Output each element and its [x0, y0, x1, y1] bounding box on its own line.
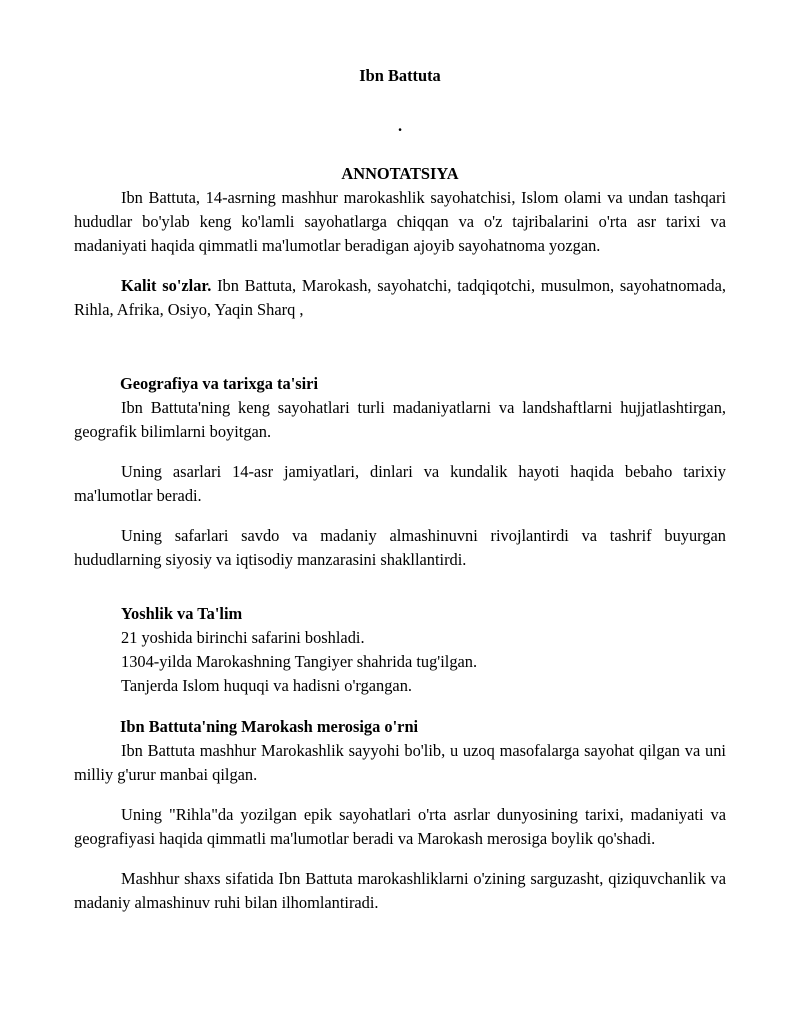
section-heading-heritage: Ibn Battuta'ning Marokash merosiga o'rni [120, 717, 419, 736]
section-heading-youth: Yoshlik va Ta'lim [121, 604, 243, 623]
annotation-paragraph: Ibn Battuta, 14-asrning mashhur marokashlik sayohatchisi, Islom olami va undan tashqari hududlar bo'ylab keng ko'lamli sayohatlarga chiqqan va o'z tajribalarini o'rta asr tarixi va madaniyati haqida qimmatli ma'lumotlar beradigan ajoyib sayohatnoma yozgan. [74, 188, 726, 255]
section-heading-geography: Geografiya va tarixga ta'siri [120, 374, 319, 393]
section-paragraph: Uning asarlari 14-asr jamiyatlari, dinlari va kundalik hayoti haqida bebaho tarixiy ma'lumotlar beradi. [74, 462, 726, 505]
section-paragraph: Uning "Rihla"da yozilgan epik sayohatlari o'rta asrlar dunyosining tarixi, madaniyati va geografiyasi haqida qimmatli ma'lumotlar beradi va Marokash merosiga boylik qo'shadi. [74, 805, 726, 848]
document-title: Ibn Battuta [359, 66, 441, 85]
keywords-paragraph [74, 274, 726, 322]
title-dot: . [397, 116, 403, 135]
youth-line: 21 yoshida birinchi safarini boshladi. [121, 628, 365, 647]
keywords-label: Kalit so'zlar. [121, 276, 212, 295]
section-paragraph: Ibn Battuta'ning keng sayohatlari turli madaniyatlarni va landshaftlarni hujjatlashtirgan, geografik bilimlarni boyitgan. [74, 398, 726, 441]
annotation-heading: ANNOTATSIYA [341, 164, 459, 183]
section-paragraph: Ibn Battuta mashhur Marokashlik sayyohi bo'lib, u uzoq masofalarga sayohat qilgan va uni milliy g'urur manbai qilgan. [74, 741, 726, 784]
document-page [74, 64, 726, 915]
keywords-text: Ibn Battuta, Marokash, sayohatchi, tadqiqotchi, musulmon, sayohatnomada, Rihla, Afrika, Osiyo, Yaqin Sharq , [74, 276, 726, 319]
youth-line: 1304-yilda Marokashning Tangiyer shahrida tug'ilgan. [121, 652, 478, 671]
section-paragraph: Uning safarlari savdo va madaniy almashinuvni rivojlantirdi va tashrif buyurgan hududlarning siyosiy va iqtisodiy manzarasini shakllantirdi. [74, 526, 726, 569]
youth-line: Tanjerda Islom huquqi va hadisni o'rgangan. [121, 676, 413, 695]
section-paragraph: Mashhur shaxs sifatida Ibn Battuta marokashliklarni o'zining sarguzasht, qiziquvchanlik va madaniy almashinuv ruhi bilan ilhomlantiradi. [74, 869, 726, 912]
